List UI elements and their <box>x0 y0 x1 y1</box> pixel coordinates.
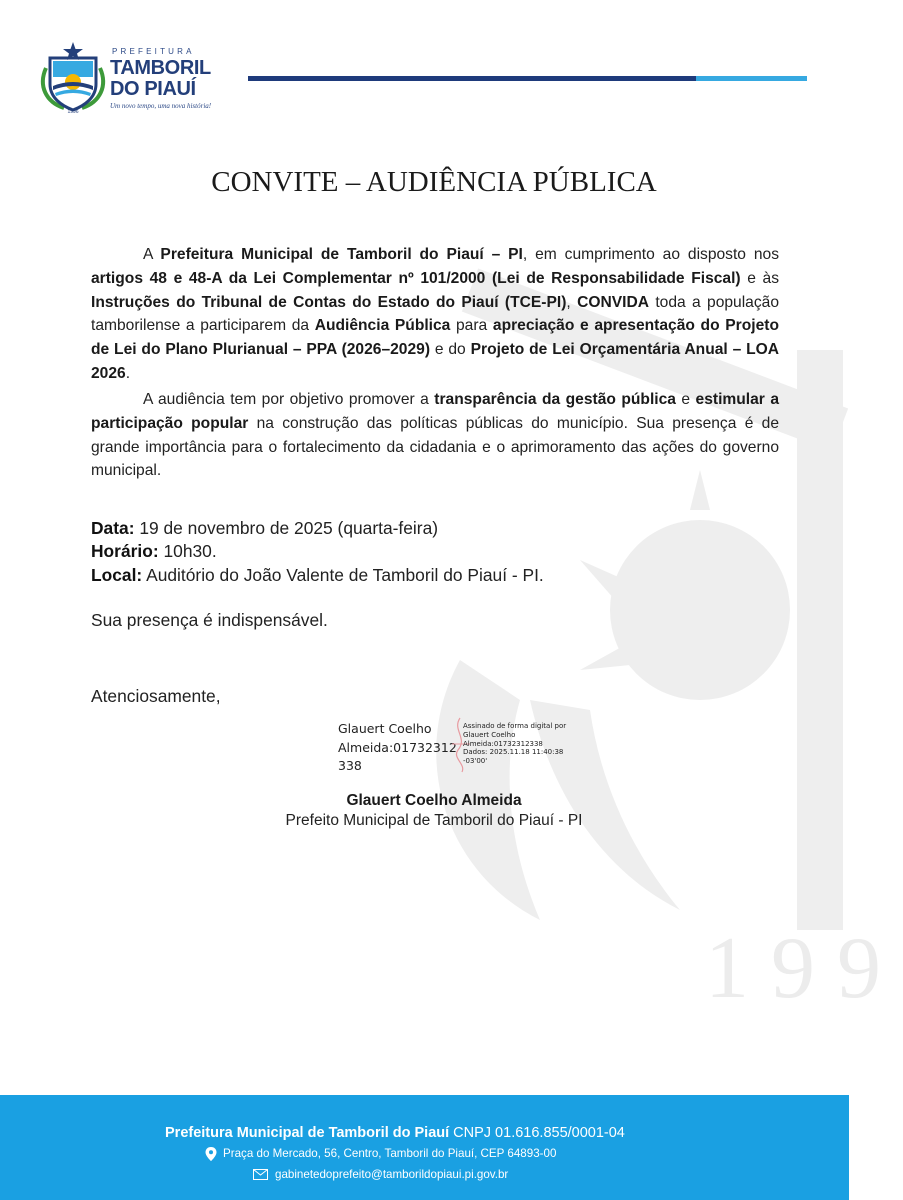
footer-address: Praça do Mercado, 56, Centro, Tamboril do Piauí, CEP 64893-00 <box>223 1147 557 1160</box>
page-title: CONVITE – AUDIÊNCIA PÚBLICA <box>211 166 657 198</box>
event-date: Data: 19 de novembro de 2025 (quarta-feira) <box>91 518 439 538</box>
logo-name-line1: TAMBORIL <box>110 57 211 79</box>
event-time: Horário: 10h30. <box>91 541 217 561</box>
digital-signature-name: Glauert Coelho Almeida:01732312 338 <box>338 721 457 773</box>
presence-note: Sua presença é indispensável. <box>91 610 328 630</box>
objective-paragraph: A audiência tem por objetivo promover a transparência da gestão pública e estimular a participação popular na construção das políticas públicas do município. Sua presença é de grande importância para o fortalecimento da cidadania e o aprimoramento das ações do governo municipal. <box>91 391 779 480</box>
footer-email[interactable]: gabinetedoprefeito@tamborildopiaui.pi.gov.br <box>275 1168 509 1181</box>
digital-signature-details: Assinado de forma digital por Glauert Coelho Almeida:01732312338 Dados: 2025.11.18 11:40:38 -03'00' <box>463 722 567 766</box>
logo-name-line2: DO PIAUÍ <box>110 78 196 100</box>
coat-of-arms-icon <box>38 38 108 114</box>
logo-slogan: Um novo tempo, uma nova história! <box>110 102 212 110</box>
watermark-year: 199 <box>705 920 903 1017</box>
footer-organization: Prefeitura Municipal de Tamboril do Piauí CNPJ 01.616.855/0001-04 <box>165 1125 625 1141</box>
signer-role: Prefeito Municipal de Tamboril do Piauí - PI <box>285 812 583 829</box>
municipality-logo <box>38 38 212 118</box>
footer-bar <box>0 1095 849 1200</box>
closing-salutation: Atenciosamente, <box>91 686 221 706</box>
event-location: Local: Auditório do João Valente de Tamboril do Piauí - PI. <box>91 565 544 585</box>
invitation-paragraph: A Prefeitura Municipal de Tamboril do Piauí – PI, em cumprimento ao disposto nos artigos 48 e 48-A da Lei Complementar nº 101/2000 (Lei de Responsabilidade Fiscal) e às Instruções do Tribunal de Contas do Estado do Piauí (TCE-PI), CONVIDA toda a população tamborilense a participarem da Audiência Pública para apreciação e apresentação do Projeto de Lei do Plano Plurianual – PPA (2026–2029) e do Projeto de Lei Orçamentária Anual – LOA 2026. <box>91 246 780 382</box>
header-divider-dark <box>248 76 696 81</box>
logo-prefeitura-label: PREFEITURA <box>112 47 195 56</box>
header-divider-light <box>696 76 807 81</box>
signer-name: Glauert Coelho Almeida <box>346 792 522 809</box>
logo-year: 1996 <box>67 109 79 115</box>
